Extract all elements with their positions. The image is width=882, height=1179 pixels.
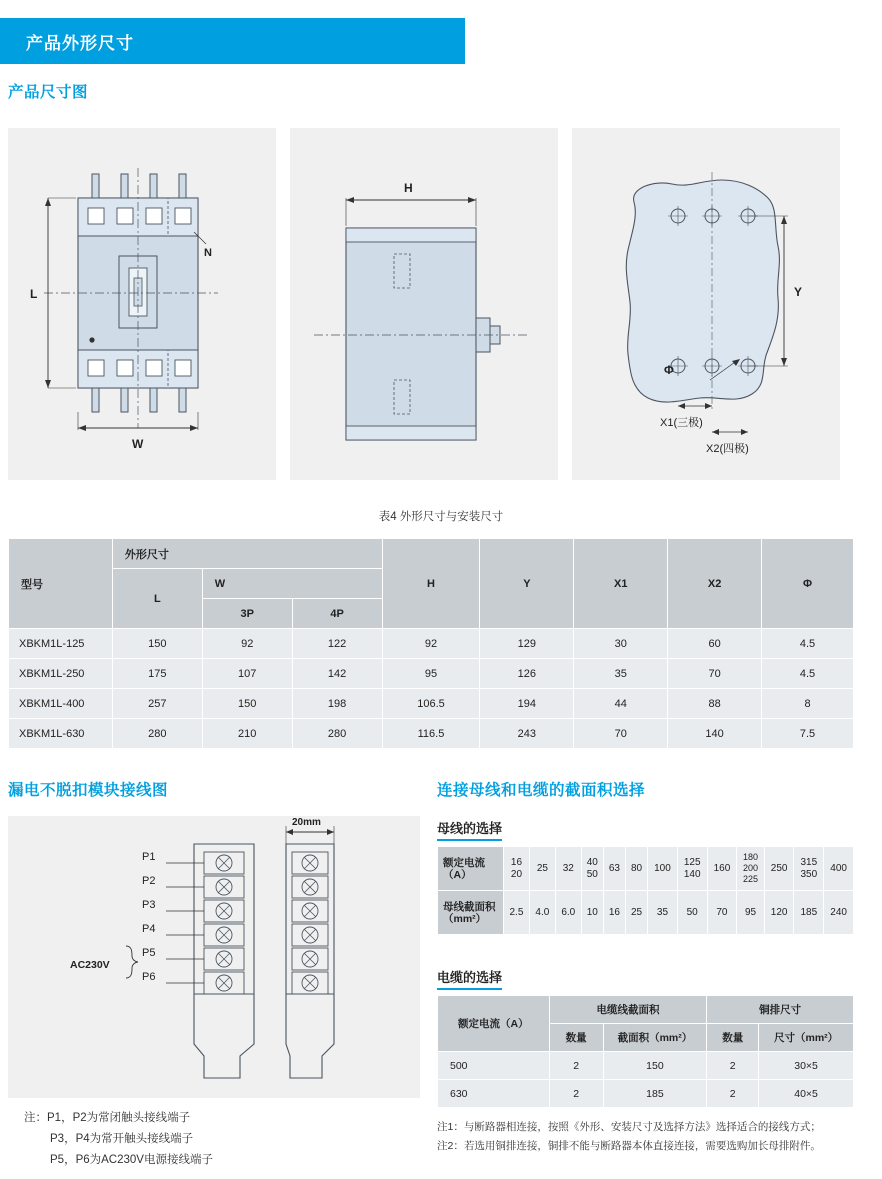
- th-W-4p: 4P: [292, 599, 382, 629]
- wiring-note-3: P5，P6为AC230V电源接线端子: [50, 1154, 213, 1166]
- cell-current: 630: [438, 1080, 550, 1108]
- wiring-notes: [24, 1108, 213, 1171]
- wiring-note-2: P3，P4为常开触头接线端子: [50, 1133, 194, 1145]
- bus-area-8: 70: [707, 891, 737, 935]
- table-row: [9, 659, 854, 689]
- cell-model: XBKM1L-630: [9, 719, 113, 749]
- label-W: W: [132, 437, 144, 451]
- th-Y: Y: [480, 539, 574, 629]
- cable-table: [437, 995, 854, 1108]
- table-row-busbar-area: [438, 891, 854, 935]
- table-row: [9, 719, 854, 749]
- th-copper-group: 铜排尺寸: [707, 996, 854, 1024]
- mounting-drawing: [572, 128, 840, 480]
- cell-Y: 129: [480, 629, 574, 659]
- th-W: W: [202, 569, 382, 599]
- bus-area-9: 95: [737, 891, 764, 935]
- cell-current: 500: [438, 1052, 550, 1080]
- th-phi: Φ: [762, 539, 854, 629]
- bus-area-5: 25: [625, 891, 647, 935]
- bus-current-9: 180 200 225: [737, 847, 764, 891]
- page-header-bar: [0, 18, 465, 64]
- row-header-rated-current: [438, 847, 504, 891]
- bus-area-2: 6.0: [555, 891, 581, 935]
- cell-X2: 70: [668, 659, 762, 689]
- cell-phi: 4.5: [762, 629, 854, 659]
- cell-H: 92: [382, 629, 480, 659]
- terminal-label-p5: P5: [142, 947, 156, 959]
- cell-W3P: 150: [202, 689, 292, 719]
- wiring-note-1: 注：P1，P2为常闭触头接线端子: [24, 1112, 191, 1124]
- terminal-label-p2: P2: [142, 875, 156, 887]
- label-X2: X2(四极): [706, 443, 749, 455]
- bus-area-6: 35: [648, 891, 678, 935]
- bus-area-11: 185: [794, 891, 824, 935]
- wiring-diagram: [8, 816, 420, 1098]
- bus-area-12: 240: [824, 891, 854, 935]
- subheading-cable-choice: 电缆的选择: [437, 967, 502, 990]
- drawing-panel-front-view: [8, 128, 276, 480]
- terminal-label-p1: P1: [142, 851, 156, 863]
- section-heading-wiring-diagram: 漏电不脱扣模块接线图: [8, 782, 169, 799]
- cell-X1: 30: [574, 629, 668, 659]
- cell-phi: 4.5: [762, 659, 854, 689]
- cell-X2: 60: [668, 629, 762, 659]
- bus-current-11: 315 350: [794, 847, 824, 891]
- terminal-label-p4: P4: [142, 923, 156, 935]
- bus-area-10: 120: [764, 891, 794, 935]
- row-header-busbar-area-line1: 母线截面积: [443, 900, 496, 913]
- cell-Y: 194: [480, 689, 574, 719]
- cell-W4P: 122: [292, 629, 382, 659]
- cell-H: 106.5: [382, 689, 480, 719]
- bus-current-1: 25: [529, 847, 555, 891]
- bus-current-4: 63: [603, 847, 625, 891]
- cell-W4P: 280: [292, 719, 382, 749]
- bus-current-2: 32: [555, 847, 581, 891]
- bus-current-6: 100: [648, 847, 678, 891]
- th-cable-area-group: 电缆线截面积: [549, 996, 707, 1024]
- cell-X2: 88: [668, 689, 762, 719]
- th-rated-current: 额定电流（A）: [438, 996, 550, 1052]
- table-row: [438, 1080, 854, 1108]
- th-size: 尺寸（mm²）: [759, 1024, 854, 1052]
- cell-X1: 44: [574, 689, 668, 719]
- label-L: L: [30, 287, 38, 301]
- bus-area-7: 50: [677, 891, 707, 935]
- cell-W3P: 107: [202, 659, 292, 689]
- cell-L: 280: [112, 719, 202, 749]
- bus-area-0: 2.5: [504, 891, 530, 935]
- th-outline: 外形尺寸: [112, 539, 382, 569]
- section-heading-dimension-drawing: 产品尺寸图: [8, 84, 89, 101]
- bus-current-8: 160: [707, 847, 737, 891]
- cell-model: XBKM1L-400: [9, 689, 113, 719]
- dimension-20mm: 20mm: [292, 817, 321, 828]
- cell-H: 95: [382, 659, 480, 689]
- front-view-drawing: [8, 128, 276, 480]
- label-H: H: [404, 181, 413, 195]
- cell-X1: 70: [574, 719, 668, 749]
- cell-qty2: 2: [707, 1080, 759, 1108]
- table-row-rated-current: [438, 847, 854, 891]
- cell-L: 150: [112, 629, 202, 659]
- cell-Y: 126: [480, 659, 574, 689]
- cell-model: XBKM1L-125: [9, 629, 113, 659]
- cell-L: 257: [112, 689, 202, 719]
- side-view-drawing: [290, 128, 558, 480]
- cell-W3P: 92: [202, 629, 292, 659]
- cable-notes: [437, 1118, 867, 1156]
- section-heading-cross-section: 连接母线和电缆的截面积选择: [437, 782, 646, 799]
- terminal-label-p3: P3: [142, 899, 156, 911]
- row-header-rated-current-line2: （A）: [443, 868, 472, 881]
- th-qty2: 数量: [707, 1024, 759, 1052]
- cell-qty1: 2: [549, 1052, 603, 1080]
- cell-size: 40×5: [759, 1080, 854, 1108]
- bus-current-7: 125 140: [677, 847, 707, 891]
- cell-model: XBKM1L-250: [9, 659, 113, 689]
- th-H: H: [382, 539, 480, 629]
- cell-H: 116.5: [382, 719, 480, 749]
- th-model: 型号: [9, 539, 113, 629]
- cable-note-2: 注2：若选用铜排连接，铜排不能与断路器本体直接连接，需要选购加长母排附件。: [437, 1140, 821, 1152]
- th-qty1: 数量: [549, 1024, 603, 1052]
- row-header-rated-current-line1: 额定电流: [443, 856, 485, 869]
- drawing-panel-mounting-view: [572, 128, 840, 480]
- bus-current-3: 40 50: [581, 847, 603, 891]
- table-row: [9, 689, 854, 719]
- table-row: [438, 1052, 854, 1080]
- cell-X2: 140: [668, 719, 762, 749]
- cell-qty1: 2: [549, 1080, 603, 1108]
- bus-current-0: 16 20: [504, 847, 530, 891]
- row-header-busbar-area-line2: （mm²）: [443, 912, 487, 925]
- cell-L: 175: [112, 659, 202, 689]
- drawing-panel-side-view: [290, 128, 558, 480]
- page-title: 产品外形尺寸: [26, 33, 134, 53]
- th-X1: X1: [574, 539, 668, 629]
- label-N: N: [204, 247, 212, 259]
- cell-W4P: 198: [292, 689, 382, 719]
- th-X2: X2: [668, 539, 762, 629]
- wiring-diagram-panel: [8, 816, 420, 1098]
- row-header-busbar-area: [438, 891, 504, 935]
- cell-qty2: 2: [707, 1052, 759, 1080]
- bus-area-4: 16: [603, 891, 625, 935]
- busbar-table: [437, 846, 854, 935]
- cell-W4P: 142: [292, 659, 382, 689]
- cell-X1: 35: [574, 659, 668, 689]
- cell-W3P: 210: [202, 719, 292, 749]
- cell-phi: 7.5: [762, 719, 854, 749]
- cell-size: 30×5: [759, 1052, 854, 1080]
- label-phi: Φ: [664, 363, 674, 377]
- label-Y: Y: [794, 285, 803, 299]
- th-W-3p: 3P: [202, 599, 292, 629]
- label-X1: X1(三极): [660, 417, 703, 429]
- table-caption: 表4 外形尺寸与安装尺寸: [378, 511, 504, 523]
- supply-label: AC230V: [70, 959, 110, 971]
- dimension-table: [8, 538, 854, 749]
- cable-note-1: 注1：与断路器相连接，按照《外形、安装尺寸及选择方法》选择适合的接线方式；: [437, 1121, 821, 1133]
- bus-current-12: 400: [824, 847, 854, 891]
- cell-area: 185: [603, 1080, 707, 1108]
- cell-area: 150: [603, 1052, 707, 1080]
- th-area: 截面积（mm²）: [603, 1024, 707, 1052]
- cell-phi: 8: [762, 689, 854, 719]
- cell-Y: 243: [480, 719, 574, 749]
- th-L: L: [112, 569, 202, 629]
- bus-area-1: 4.0: [529, 891, 555, 935]
- bus-current-10: 250: [764, 847, 794, 891]
- bus-area-3: 10: [581, 891, 603, 935]
- terminal-label-p6: P6: [142, 971, 156, 983]
- table-row: [9, 629, 854, 659]
- subheading-busbar-choice: 母线的选择: [437, 818, 502, 841]
- bus-current-5: 80: [625, 847, 647, 891]
